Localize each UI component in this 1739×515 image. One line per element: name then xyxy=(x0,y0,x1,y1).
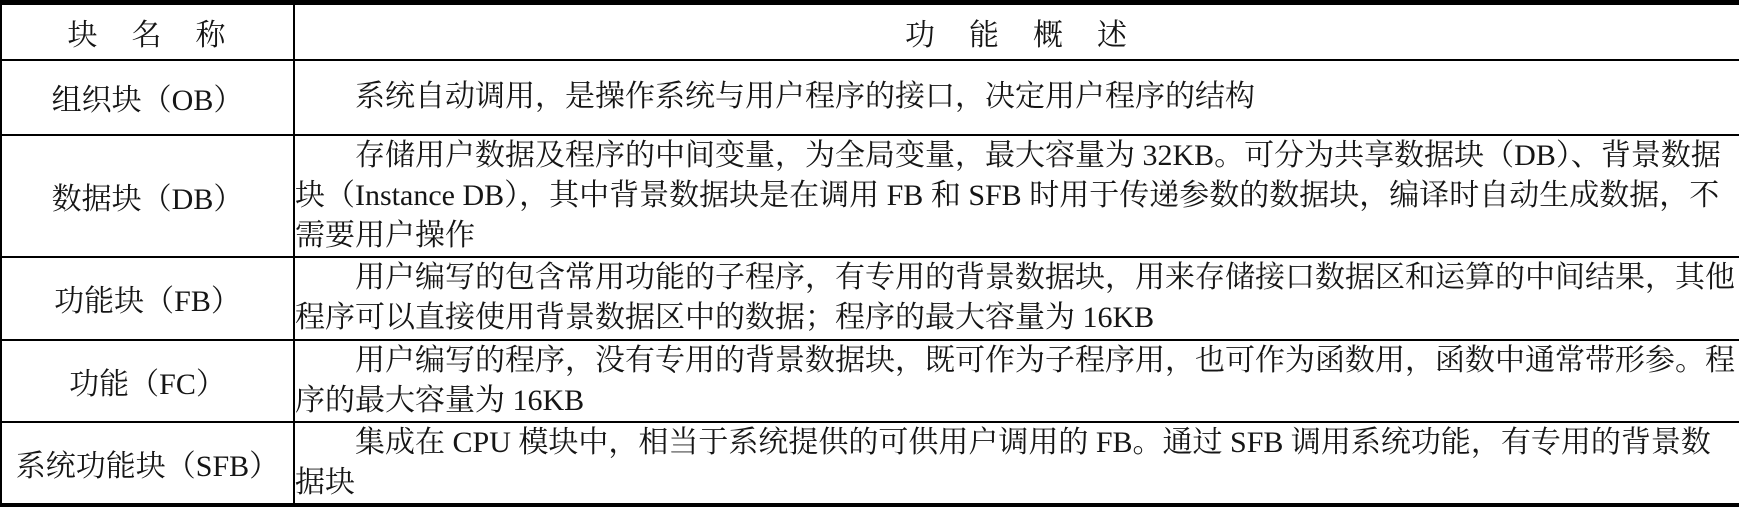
block-name-cell: 数据块（DB） xyxy=(1,135,294,257)
table-header-row xyxy=(1,3,1739,60)
block-name-cell: 功能（FC） xyxy=(1,340,294,422)
block-description-cell: 用户编写的程序，没有专用的背景数据块，既可作为子程序用，也可作为函数用，函数中通常带形参。程序的最大容量为 16KB xyxy=(294,340,1739,422)
column-header-block-name: 块 名 称 xyxy=(1,3,294,60)
table-row-fb xyxy=(1,257,1739,340)
table-row-sfb xyxy=(1,422,1739,505)
block-description-cell: 集成在 CPU 模块中，相当于系统提供的可供用户调用的 FB。通过 SFB 调用系统功能，有专用的背景数据块 xyxy=(294,422,1739,505)
block-description-cell: 用户编写的包含常用功能的子程序，有专用的背景数据块，用来存储接口数据区和运算的中间结果，其他程序可以直接使用背景数据区中的数据；程序的最大容量为 16KB xyxy=(294,257,1739,340)
block-description-cell: 存储用户数据及程序的中间变量，为全局变量，最大容量为 32KB。可分为共享数据块（DB）、背景数据块（Instance DB），其中背景数据块是在调用 FB 和 SFB 时用于传递参数的数据块，编译时自动生成数据，不需要用户操作 xyxy=(294,135,1739,257)
block-name-cell: 组织块（OB） xyxy=(1,60,294,135)
table-row-fc xyxy=(1,340,1739,422)
block-description-cell: 系统自动调用，是操作系统与用户程序的接口，决定用户程序的结构 xyxy=(294,60,1739,135)
table-row-ob xyxy=(1,60,1739,135)
block-name-cell: 系统功能块（SFB） xyxy=(1,422,294,505)
table-row-db xyxy=(1,135,1739,257)
column-header-function-overview: 功 能 概 述 xyxy=(294,3,1739,60)
block-name-cell: 功能块（FB） xyxy=(1,257,294,340)
